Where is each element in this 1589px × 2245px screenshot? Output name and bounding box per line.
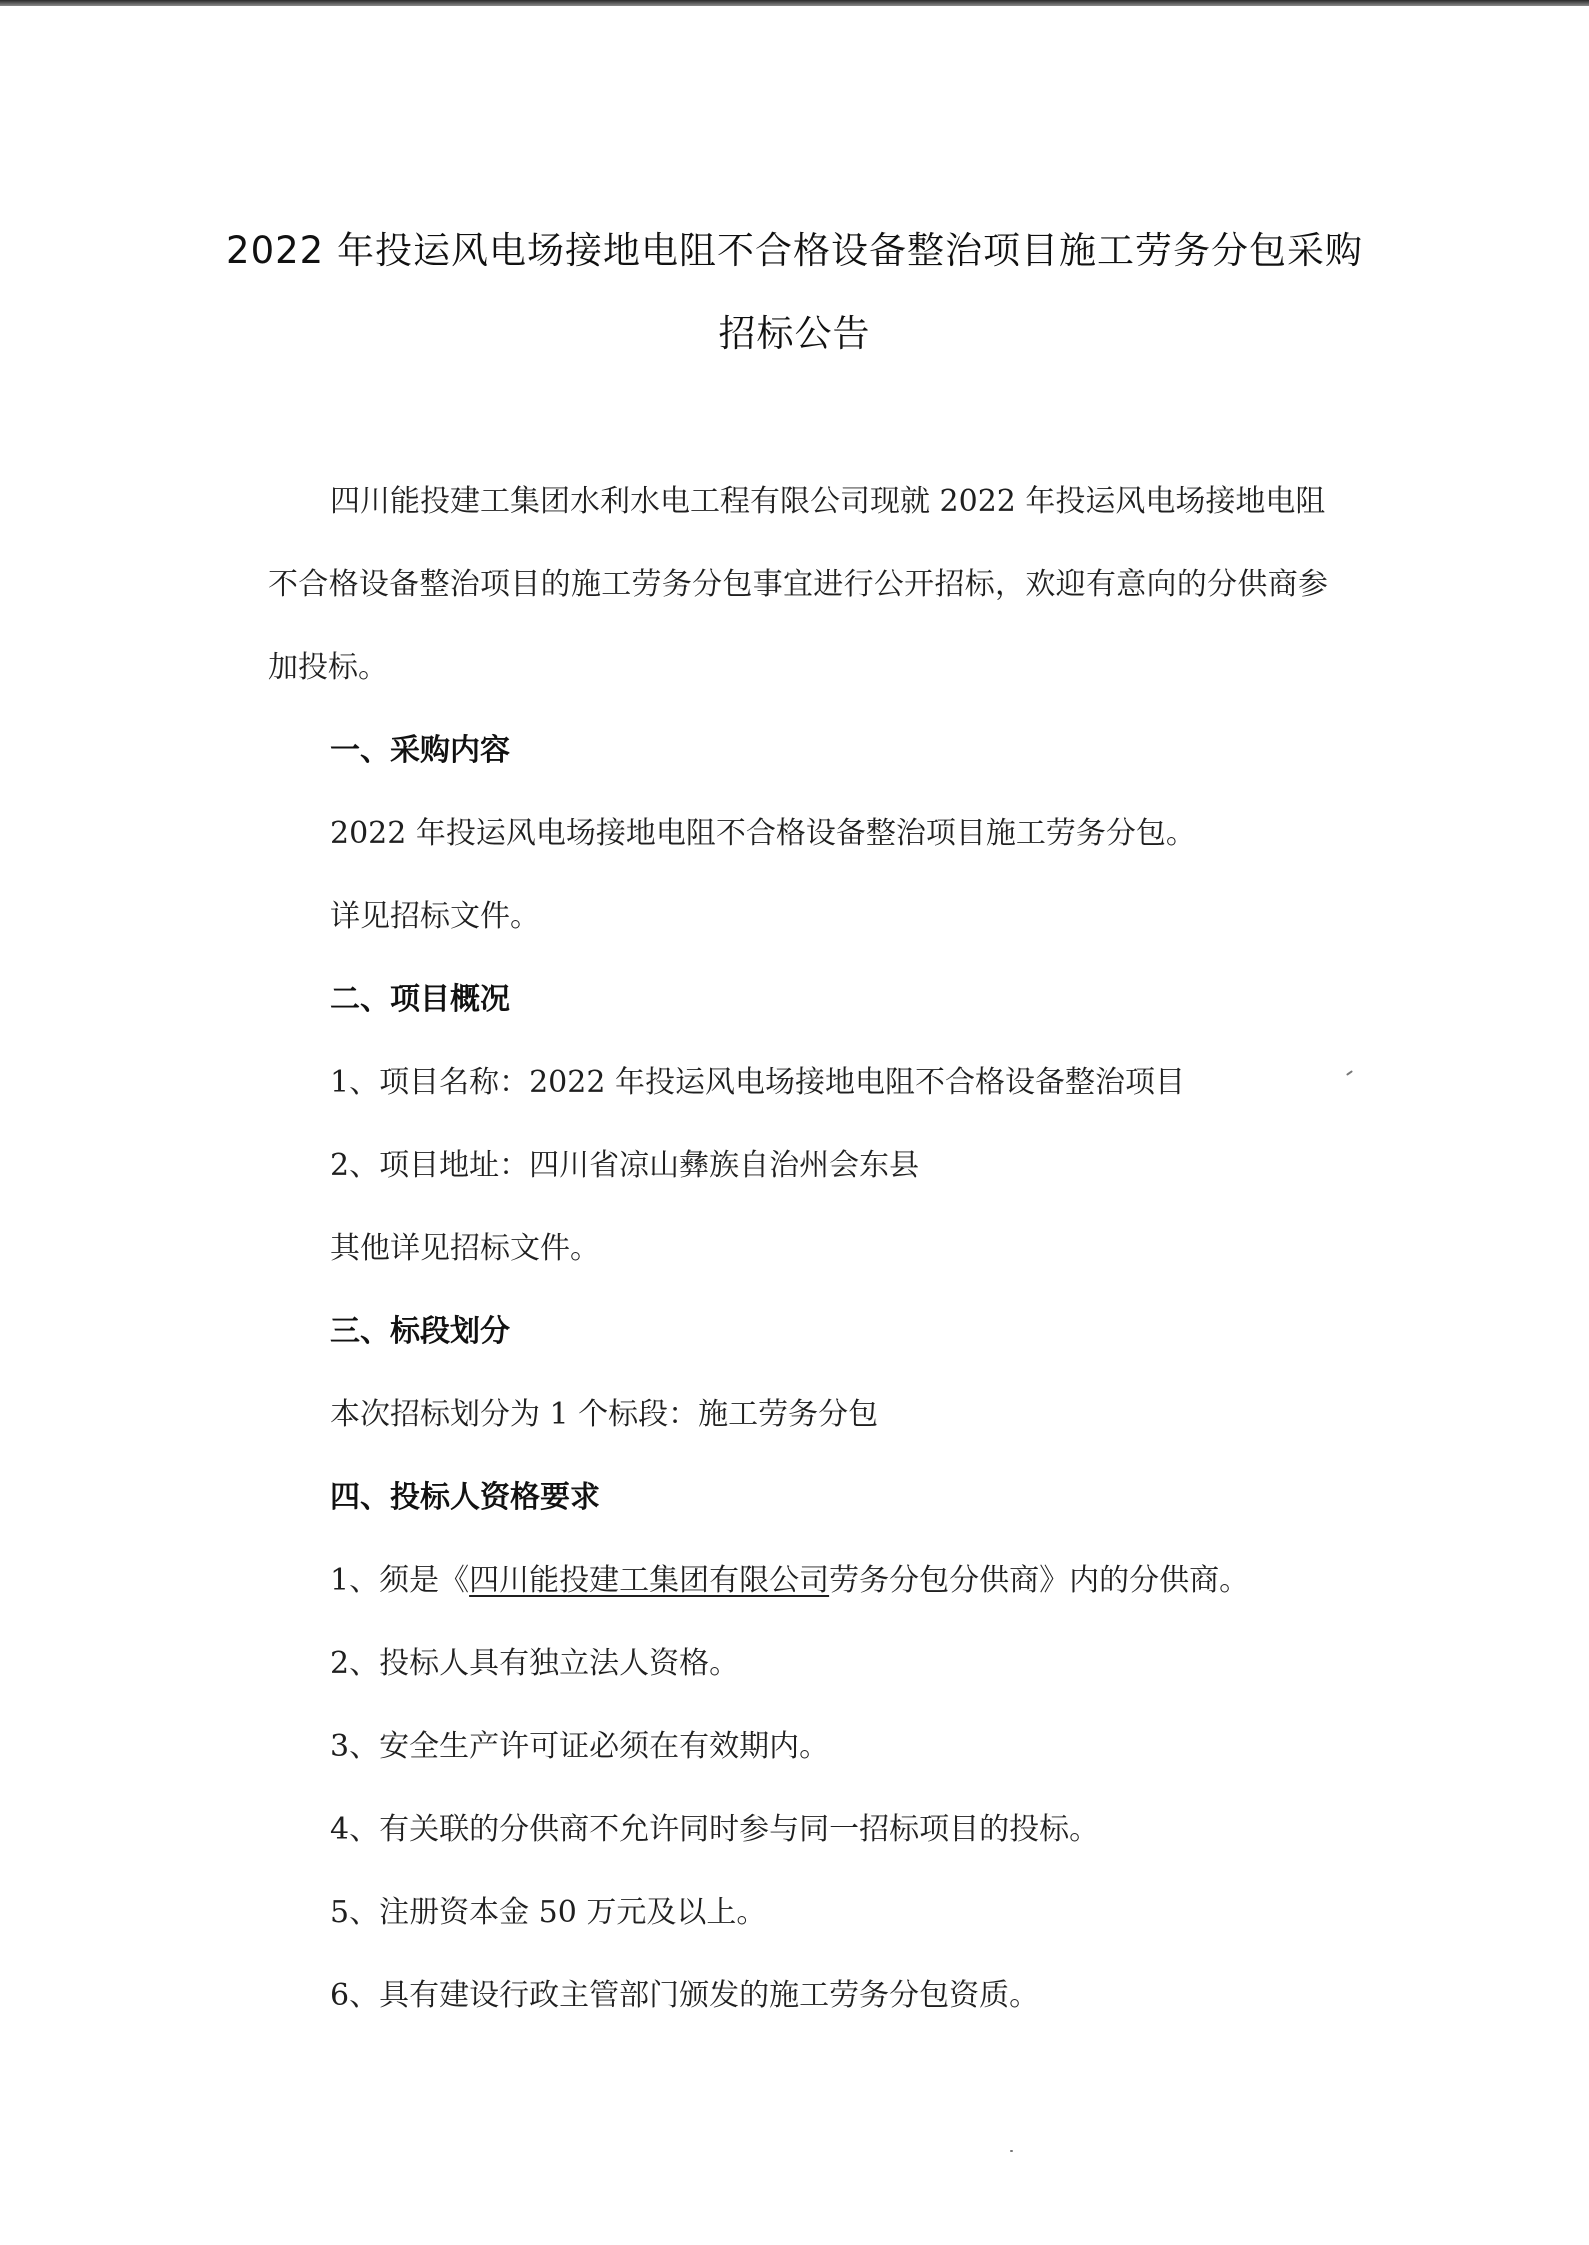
intro-text-2: 不合格设备整治项目的施工劳务分包事宜进行公开招标，欢迎有意向的分供商参: [268, 567, 1328, 602]
section-3-line-1: 本次招标划分为 1 个标段：施工劳务分包: [330, 1397, 879, 1432]
requirement-item-5: 5、注册资本金 50 万元及以上。: [330, 1895, 767, 1930]
document-title-line-2: 招标公告: [718, 312, 871, 355]
scan-top-edge: [0, 0, 1589, 6]
document-title-line-1: 2022 年投运风电场接地电阻不合格设备整治项目施工劳务分包采购: [226, 229, 1363, 272]
section-2-line-2: 2、项目地址：四川省凉山彝族自治州会东县: [330, 1148, 920, 1183]
requirement-item-4: 4、有关联的分供商不允许同时参与同一招标项目的投标。: [330, 1812, 1100, 1847]
section-2-line-1: 1、项目名称：2022 年投运风电场接地电阻不合格设备整治项目: [330, 1065, 1185, 1100]
intro-line-3: 加投标。: [268, 650, 388, 685]
section-1-line-2: 详见招标文件。: [330, 899, 540, 934]
requirement-item-2: 2、投标人具有独立法人资格。: [330, 1646, 740, 1681]
requirement-1-company: 四川能投建工集团有限公司: [469, 1563, 830, 1598]
scan-speck: [1010, 2150, 1013, 2152]
section-1-line-1: 2022 年投运风电场接地电阻不合格设备整治项目施工劳务分包。: [330, 816, 1196, 851]
section-2-line-3: 其他详见招标文件。: [330, 1231, 600, 1266]
intro-line-1: [330, 484, 1326, 519]
section-3-heading: 三、标段划分: [330, 1314, 510, 1349]
requirement-item-1: [330, 1563, 1250, 1598]
requirement-item-3: 3、安全生产许可证必须在有效期内。: [330, 1729, 830, 1764]
section-1-heading: 一、采购内容: [330, 733, 510, 768]
section-2-heading: 二、项目概况: [330, 982, 510, 1017]
requirement-1-suffix: 劳务分包分供商》内的分供商。: [829, 1563, 1250, 1598]
requirement-item-6: 6、具有建设行政主管部门颁发的施工劳务分包资质。: [330, 1978, 1040, 2013]
intro-line-2: [268, 567, 1328, 602]
section-4-heading: 四、投标人资格要求: [330, 1480, 600, 1515]
requirement-1-prefix: 1、须是《: [330, 1563, 470, 1598]
intro-text-1: 四川能投建工集团水利水电工程有限公司现就 2022 年投运风电场接地电阻: [330, 484, 1326, 519]
scan-speck: [1346, 1070, 1353, 1076]
